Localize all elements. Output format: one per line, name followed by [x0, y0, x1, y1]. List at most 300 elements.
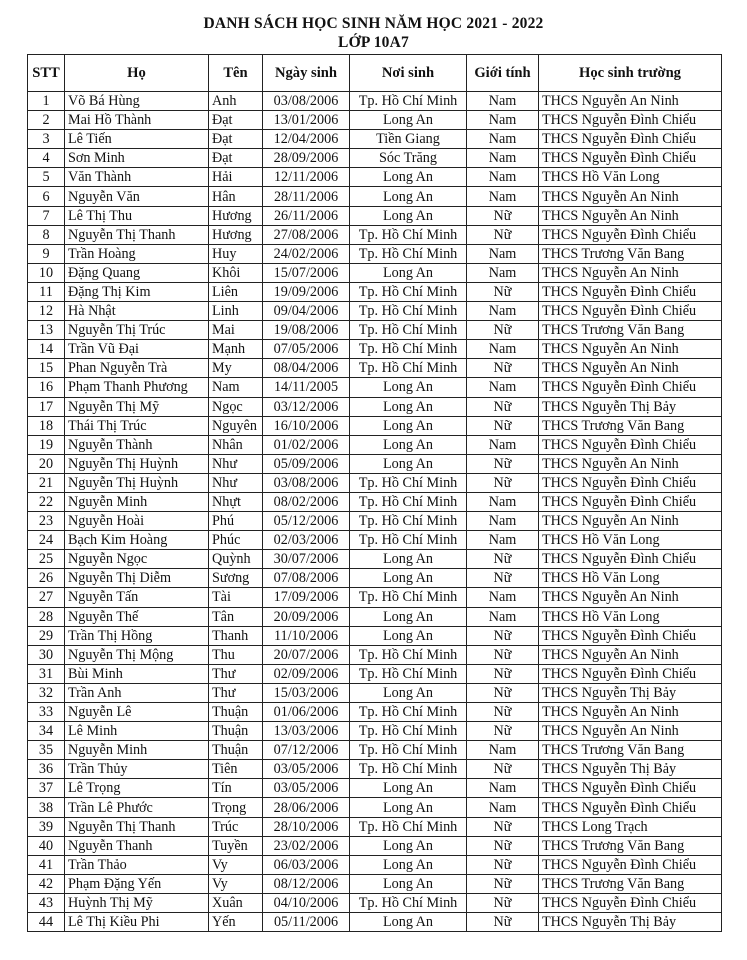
cell-truong: THCS Nguyễn Đình Chiểu [539, 378, 722, 397]
table-row [28, 111, 722, 130]
cell-gioi-tinh: Nam [467, 92, 539, 111]
cell-ten: Vy [209, 874, 263, 893]
cell-ngay-sinh: 03/05/2006 [263, 760, 350, 779]
cell-stt: 7 [28, 206, 65, 225]
cell-truong: THCS Nguyễn Đình Chiểu [539, 492, 722, 511]
table-row [28, 454, 722, 473]
cell-ngay-sinh: 17/09/2006 [263, 588, 350, 607]
table-row [28, 722, 722, 741]
cell-stt: 26 [28, 569, 65, 588]
cell-ngay-sinh: 12/11/2006 [263, 168, 350, 187]
cell-ten: Trọng [209, 798, 263, 817]
cell-truong: THCS Hồ Văn Long [539, 569, 722, 588]
cell-truong: THCS Nguyễn Đình Chiểu [539, 779, 722, 798]
cell-gioi-tinh: Nam [467, 435, 539, 454]
cell-noi-sinh: Tp. Hồ Chí Minh [350, 512, 467, 531]
cell-gioi-tinh: Nữ [467, 855, 539, 874]
cell-gioi-tinh: Nữ [467, 454, 539, 473]
cell-ngay-sinh: 19/09/2006 [263, 282, 350, 301]
cell-gioi-tinh: Nam [467, 111, 539, 130]
cell-noi-sinh: Long An [350, 111, 467, 130]
table-row [28, 321, 722, 340]
cell-gioi-tinh: Nữ [467, 359, 539, 378]
cell-ten: Phú [209, 512, 263, 531]
cell-noi-sinh: Tp. Hồ Chí Minh [350, 703, 467, 722]
cell-noi-sinh: Long An [350, 435, 467, 454]
cell-truong: THCS Nguyễn An Ninh [539, 340, 722, 359]
header-ho: Họ [65, 55, 209, 92]
cell-ten: Tín [209, 779, 263, 798]
cell-noi-sinh: Tp. Hồ Chí Minh [350, 359, 467, 378]
table-header-row [28, 55, 722, 92]
cell-stt: 35 [28, 741, 65, 760]
cell-noi-sinh: Tp. Hồ Chí Minh [350, 722, 467, 741]
cell-stt: 16 [28, 378, 65, 397]
cell-ho: Sơn Minh [65, 149, 209, 168]
cell-ten: Tuyền [209, 836, 263, 855]
cell-ho: Huỳnh Thị Mỹ [65, 893, 209, 912]
cell-stt: 19 [28, 435, 65, 454]
cell-ngay-sinh: 09/04/2006 [263, 302, 350, 321]
cell-gioi-tinh: Nữ [467, 760, 539, 779]
cell-stt: 29 [28, 626, 65, 645]
header-truong: Học sinh trường [539, 55, 722, 92]
cell-noi-sinh: Tp. Hồ Chí Minh [350, 664, 467, 683]
table-row [28, 206, 722, 225]
cell-truong: THCS Nguyễn Đình Chiểu [539, 473, 722, 492]
cell-ngay-sinh: 07/12/2006 [263, 741, 350, 760]
table-row [28, 703, 722, 722]
cell-gioi-tinh: Nữ [467, 321, 539, 340]
cell-gioi-tinh: Nam [467, 302, 539, 321]
cell-ngay-sinh: 07/05/2006 [263, 340, 350, 359]
cell-ten: Hải [209, 168, 263, 187]
cell-truong: THCS Trương Văn Bang [539, 416, 722, 435]
cell-noi-sinh: Long An [350, 263, 467, 282]
table-row [28, 340, 722, 359]
table-body [28, 92, 722, 932]
cell-ho: Hà Nhật [65, 302, 209, 321]
cell-ten: Nhựt [209, 492, 263, 511]
cell-noi-sinh: Long An [350, 550, 467, 569]
cell-gioi-tinh: Nữ [467, 836, 539, 855]
cell-truong: THCS Trương Văn Bang [539, 321, 722, 340]
cell-stt: 40 [28, 836, 65, 855]
cell-ten: Trúc [209, 817, 263, 836]
cell-noi-sinh: Tp. Hồ Chí Minh [350, 531, 467, 550]
cell-ho: Lê Thị Thu [65, 206, 209, 225]
cell-ho: Bùi Minh [65, 664, 209, 683]
cell-gioi-tinh: Nam [467, 130, 539, 149]
cell-ten: Khôi [209, 263, 263, 282]
cell-ten: Yến [209, 913, 263, 932]
cell-ho: Nguyễn Thành [65, 435, 209, 454]
cell-ten: Thư [209, 664, 263, 683]
cell-gioi-tinh: Nam [467, 168, 539, 187]
table-row [28, 168, 722, 187]
cell-noi-sinh: Tp. Hồ Chí Minh [350, 893, 467, 912]
cell-noi-sinh: Tp. Hồ Chí Minh [350, 282, 467, 301]
table-row [28, 263, 722, 282]
cell-noi-sinh: Long An [350, 378, 467, 397]
cell-ho: Nguyễn Tấn [65, 588, 209, 607]
cell-truong: THCS Nguyễn An Ninh [539, 703, 722, 722]
cell-ten: Đạt [209, 149, 263, 168]
cell-stt: 10 [28, 263, 65, 282]
cell-gioi-tinh: Nữ [467, 664, 539, 683]
cell-stt: 5 [28, 168, 65, 187]
table-row [28, 225, 722, 244]
cell-ho: Thái Thị Trúc [65, 416, 209, 435]
cell-gioi-tinh: Nam [467, 492, 539, 511]
cell-ho: Nguyễn Văn [65, 187, 209, 206]
cell-truong: THCS Hồ Văn Long [539, 531, 722, 550]
cell-ngay-sinh: 14/11/2005 [263, 378, 350, 397]
cell-ho: Đặng Quang [65, 263, 209, 282]
cell-ho: Nguyễn Thị Thanh [65, 817, 209, 836]
cell-truong: THCS Nguyễn An Ninh [539, 722, 722, 741]
cell-ngay-sinh: 06/03/2006 [263, 855, 350, 874]
cell-ho: Nguyễn Thị Mỹ [65, 397, 209, 416]
cell-ten: Xuân [209, 893, 263, 912]
table-row [28, 874, 722, 893]
cell-noi-sinh: Long An [350, 779, 467, 798]
table-row [28, 817, 722, 836]
cell-ten: Tân [209, 607, 263, 626]
cell-ten: Thuận [209, 703, 263, 722]
cell-ho: Nguyễn Thị Diễm [65, 569, 209, 588]
cell-truong: THCS Nguyễn Thị Bảy [539, 683, 722, 702]
cell-noi-sinh: Tiền Giang [350, 130, 467, 149]
table-row [28, 302, 722, 321]
cell-ho: Lê Trọng [65, 779, 209, 798]
header-ngay-sinh: Ngày sinh [263, 55, 350, 92]
cell-stt: 12 [28, 302, 65, 321]
cell-ho: Nguyễn Ngọc [65, 550, 209, 569]
table-row [28, 512, 722, 531]
cell-gioi-tinh: Nam [467, 741, 539, 760]
cell-truong: THCS Nguyễn An Ninh [539, 187, 722, 206]
cell-ngay-sinh: 30/07/2006 [263, 550, 350, 569]
cell-noi-sinh: Long An [350, 168, 467, 187]
header-ten: Tên [209, 55, 263, 92]
cell-ten: Đạt [209, 111, 263, 130]
cell-noi-sinh: Long An [350, 607, 467, 626]
cell-ngay-sinh: 24/02/2006 [263, 244, 350, 263]
cell-stt: 36 [28, 760, 65, 779]
cell-ho: Trần Vũ Đại [65, 340, 209, 359]
table-row [28, 359, 722, 378]
cell-gioi-tinh: Nữ [467, 703, 539, 722]
cell-noi-sinh: Tp. Hồ Chí Minh [350, 244, 467, 263]
cell-ho: Mai Hồ Thành [65, 111, 209, 130]
cell-truong: THCS Nguyễn An Ninh [539, 588, 722, 607]
cell-ngay-sinh: 16/10/2006 [263, 416, 350, 435]
cell-stt: 9 [28, 244, 65, 263]
cell-gioi-tinh: Nam [467, 263, 539, 282]
cell-ho: Nguyễn Minh [65, 741, 209, 760]
table-row [28, 893, 722, 912]
cell-noi-sinh: Tp. Hồ Chí Minh [350, 817, 467, 836]
cell-ten: Hân [209, 187, 263, 206]
cell-noi-sinh: Long An [350, 206, 467, 225]
cell-ho: Nguyễn Thị Thanh [65, 225, 209, 244]
cell-truong: THCS Nguyễn Đình Chiểu [539, 798, 722, 817]
cell-stt: 41 [28, 855, 65, 874]
cell-ngay-sinh: 11/10/2006 [263, 626, 350, 645]
cell-ten: Thuận [209, 722, 263, 741]
cell-stt: 27 [28, 588, 65, 607]
cell-gioi-tinh: Nam [467, 531, 539, 550]
cell-gioi-tinh: Nữ [467, 913, 539, 932]
cell-gioi-tinh: Nam [467, 588, 539, 607]
table-row [28, 664, 722, 683]
table-row [28, 416, 722, 435]
cell-ho: Trần Thủy [65, 760, 209, 779]
cell-gioi-tinh: Nam [467, 779, 539, 798]
cell-ngay-sinh: 27/08/2006 [263, 225, 350, 244]
cell-ten: Hương [209, 206, 263, 225]
cell-stt: 42 [28, 874, 65, 893]
cell-gioi-tinh: Nam [467, 244, 539, 263]
cell-stt: 21 [28, 473, 65, 492]
cell-truong: THCS Nguyễn Đình Chiểu [539, 664, 722, 683]
cell-noi-sinh: Tp. Hồ Chí Minh [350, 741, 467, 760]
cell-stt: 18 [28, 416, 65, 435]
cell-stt: 4 [28, 149, 65, 168]
cell-ho: Nguyễn Thế [65, 607, 209, 626]
table-row [28, 855, 722, 874]
cell-ngay-sinh: 05/09/2006 [263, 454, 350, 473]
cell-ho: Lê Thị Kiều Phi [65, 913, 209, 932]
document-title: DANH SÁCH HỌC SINH NĂM HỌC 2021 - 2022 [203, 15, 544, 32]
cell-truong: THCS Trương Văn Bang [539, 874, 722, 893]
cell-noi-sinh: Long An [350, 798, 467, 817]
cell-ngay-sinh: 03/12/2006 [263, 397, 350, 416]
cell-noi-sinh: Tp. Hồ Chí Minh [350, 645, 467, 664]
cell-gioi-tinh: Nữ [467, 550, 539, 569]
table-row [28, 149, 722, 168]
cell-ho: Trần Hoàng [65, 244, 209, 263]
cell-stt: 20 [28, 454, 65, 473]
table-row [28, 626, 722, 645]
cell-ho: Đặng Thị Kim [65, 282, 209, 301]
cell-stt: 24 [28, 531, 65, 550]
cell-ngay-sinh: 01/02/2006 [263, 435, 350, 454]
cell-gioi-tinh: Nữ [467, 817, 539, 836]
cell-ten: Tài [209, 588, 263, 607]
cell-ho: Trần Thảo [65, 855, 209, 874]
cell-truong: THCS Nguyễn Thị Bảy [539, 760, 722, 779]
cell-ten: Sương [209, 569, 263, 588]
header-gioi-tinh: Giới tính [467, 55, 539, 92]
cell-stt: 8 [28, 225, 65, 244]
cell-noi-sinh: Tp. Hồ Chí Minh [350, 588, 467, 607]
cell-gioi-tinh: Nữ [467, 722, 539, 741]
cell-ho: Trần Lê Phước [65, 798, 209, 817]
table-row [28, 741, 722, 760]
cell-ngay-sinh: 05/11/2006 [263, 913, 350, 932]
cell-stt: 30 [28, 645, 65, 664]
cell-noi-sinh: Long An [350, 416, 467, 435]
cell-ten: Nam [209, 378, 263, 397]
cell-gioi-tinh: Nữ [467, 473, 539, 492]
table-row [28, 550, 722, 569]
cell-truong: THCS Nguyễn Thị Bảy [539, 913, 722, 932]
table-row [28, 130, 722, 149]
cell-gioi-tinh: Nữ [467, 626, 539, 645]
cell-truong: THCS Nguyễn An Ninh [539, 645, 722, 664]
table-row [28, 607, 722, 626]
cell-ten: Vy [209, 855, 263, 874]
cell-gioi-tinh: Nữ [467, 569, 539, 588]
cell-stt: 34 [28, 722, 65, 741]
cell-gioi-tinh: Nữ [467, 397, 539, 416]
cell-ngay-sinh: 03/08/2006 [263, 92, 350, 111]
cell-truong: THCS Nguyễn Đình Chiểu [539, 302, 722, 321]
cell-stt: 44 [28, 913, 65, 932]
cell-ten: Thanh [209, 626, 263, 645]
cell-stt: 1 [28, 92, 65, 111]
cell-ten: Mai [209, 321, 263, 340]
cell-ten: Thuận [209, 741, 263, 760]
cell-ten: Nhân [209, 435, 263, 454]
cell-stt: 23 [28, 512, 65, 531]
cell-stt: 28 [28, 607, 65, 626]
cell-noi-sinh: Long An [350, 855, 467, 874]
cell-ngay-sinh: 03/08/2006 [263, 473, 350, 492]
cell-stt: 2 [28, 111, 65, 130]
cell-ten: Như [209, 454, 263, 473]
cell-gioi-tinh: Nam [467, 340, 539, 359]
cell-truong: THCS Nguyễn An Ninh [539, 359, 722, 378]
cell-ngay-sinh: 15/03/2006 [263, 683, 350, 702]
cell-ho: Nguyễn Thị Huỳnh [65, 454, 209, 473]
cell-noi-sinh: Long An [350, 569, 467, 588]
cell-ho: Nguyễn Thanh [65, 836, 209, 855]
cell-ten: Thư [209, 683, 263, 702]
table-row [28, 798, 722, 817]
cell-truong: THCS Nguyễn An Ninh [539, 454, 722, 473]
cell-gioi-tinh: Nam [467, 798, 539, 817]
cell-stt: 6 [28, 187, 65, 206]
cell-ten: Đạt [209, 130, 263, 149]
cell-truong: THCS Nguyễn Đình Chiểu [539, 855, 722, 874]
table-row [28, 397, 722, 416]
cell-noi-sinh: Tp. Hồ Chí Minh [350, 92, 467, 111]
cell-ngay-sinh: 13/01/2006 [263, 111, 350, 130]
cell-ten: My [209, 359, 263, 378]
cell-stt: 43 [28, 893, 65, 912]
cell-ho: Trần Anh [65, 683, 209, 702]
cell-truong: THCS Trương Văn Bang [539, 836, 722, 855]
cell-ngay-sinh: 05/12/2006 [263, 512, 350, 531]
cell-truong: THCS Nguyễn Đình Chiểu [539, 282, 722, 301]
cell-noi-sinh: Tp. Hồ Chí Minh [350, 760, 467, 779]
cell-noi-sinh: Tp. Hồ Chí Minh [350, 321, 467, 340]
cell-truong: THCS Nguyễn An Ninh [539, 512, 722, 531]
cell-gioi-tinh: Nam [467, 149, 539, 168]
cell-gioi-tinh: Nam [467, 187, 539, 206]
cell-ngay-sinh: 19/08/2006 [263, 321, 350, 340]
cell-truong: THCS Trương Văn Bang [539, 244, 722, 263]
cell-stt: 25 [28, 550, 65, 569]
cell-gioi-tinh: Nữ [467, 683, 539, 702]
cell-ten: Phúc [209, 531, 263, 550]
cell-ten: Anh [209, 92, 263, 111]
cell-truong: THCS Nguyễn Đình Chiểu [539, 111, 722, 130]
cell-ho: Phạm Thanh Phương [65, 378, 209, 397]
cell-ngay-sinh: 03/05/2006 [263, 779, 350, 798]
cell-ten: Linh [209, 302, 263, 321]
cell-truong: THCS Nguyễn An Ninh [539, 92, 722, 111]
cell-gioi-tinh: Nữ [467, 893, 539, 912]
cell-ngay-sinh: 20/09/2006 [263, 607, 350, 626]
cell-truong: THCS Nguyễn Thị Bảy [539, 397, 722, 416]
cell-ngay-sinh: 08/04/2006 [263, 359, 350, 378]
cell-gioi-tinh: Nữ [467, 874, 539, 893]
cell-ngay-sinh: 23/02/2006 [263, 836, 350, 855]
cell-gioi-tinh: Nam [467, 378, 539, 397]
cell-ngay-sinh: 02/09/2006 [263, 664, 350, 683]
cell-ngay-sinh: 26/11/2006 [263, 206, 350, 225]
table-row [28, 473, 722, 492]
cell-ho: Nguyễn Thị Huỳnh [65, 473, 209, 492]
cell-ngay-sinh: 28/11/2006 [263, 187, 350, 206]
table-row [28, 588, 722, 607]
cell-ngay-sinh: 04/10/2006 [263, 893, 350, 912]
cell-noi-sinh: Sóc Trăng [350, 149, 467, 168]
cell-ten: Ngọc [209, 397, 263, 416]
cell-truong: THCS Nguyễn Đình Chiểu [539, 149, 722, 168]
cell-noi-sinh: Long An [350, 454, 467, 473]
table-row [28, 683, 722, 702]
cell-truong: THCS Nguyễn Đình Chiểu [539, 893, 722, 912]
cell-stt: 33 [28, 703, 65, 722]
cell-ngay-sinh: 08/02/2006 [263, 492, 350, 511]
cell-noi-sinh: Long An [350, 874, 467, 893]
table-row [28, 187, 722, 206]
cell-noi-sinh: Long An [350, 836, 467, 855]
cell-stt: 32 [28, 683, 65, 702]
cell-ho: Nguyễn Minh [65, 492, 209, 511]
cell-truong: THCS Long Trạch [539, 817, 722, 836]
cell-ngay-sinh: 28/06/2006 [263, 798, 350, 817]
cell-ho: Nguyễn Hoài [65, 512, 209, 531]
cell-gioi-tinh: Nữ [467, 645, 539, 664]
cell-gioi-tinh: Nữ [467, 416, 539, 435]
cell-stt: 22 [28, 492, 65, 511]
table-row [28, 435, 722, 454]
header-noi-sinh: Nơi sinh [350, 55, 467, 92]
cell-ten: Liên [209, 282, 263, 301]
cell-truong: THCS Hồ Văn Long [539, 607, 722, 626]
cell-ten: Hương [209, 225, 263, 244]
cell-noi-sinh: Tp. Hồ Chí Minh [350, 473, 467, 492]
cell-stt: 31 [28, 664, 65, 683]
cell-ho: Trần Thị Hồng [65, 626, 209, 645]
cell-stt: 14 [28, 340, 65, 359]
student-table [27, 54, 722, 932]
cell-ho: Phạm Đặng Yến [65, 874, 209, 893]
cell-ngay-sinh: 13/03/2006 [263, 722, 350, 741]
cell-truong: THCS Nguyễn An Ninh [539, 206, 722, 225]
table-row [28, 282, 722, 301]
cell-ngay-sinh: 15/07/2006 [263, 263, 350, 282]
cell-ho: Nguyễn Lê [65, 703, 209, 722]
cell-noi-sinh: Long An [350, 187, 467, 206]
cell-ten: Nguyên [209, 416, 263, 435]
